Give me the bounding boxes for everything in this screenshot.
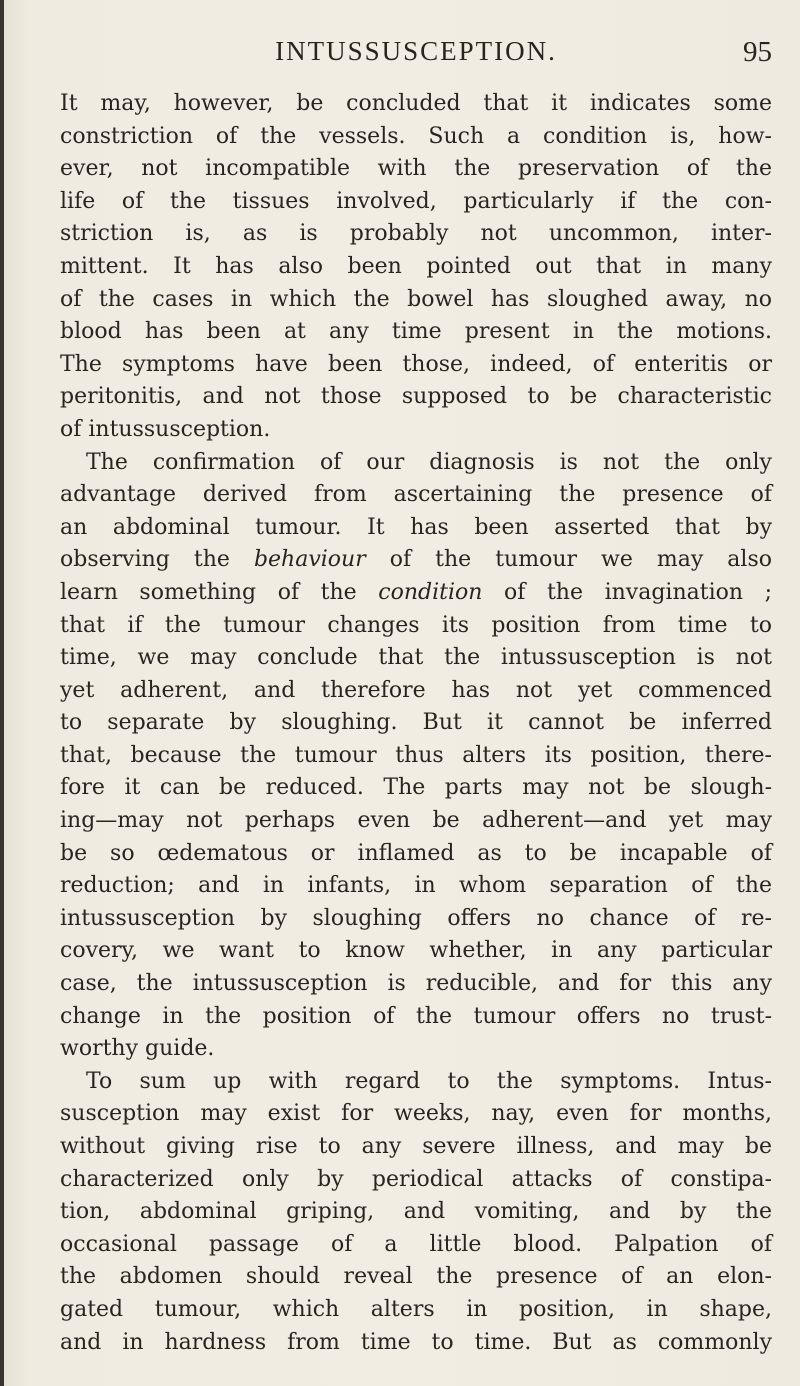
text-line: fore it can be reduced. The parts may not be slough- (60, 775, 772, 801)
text-line: It may, however, be concluded that it indicates some (60, 91, 772, 116)
text-line: susception may exist for weeks, nay, even for months, (60, 1101, 772, 1127)
text-line: reduction; and in infants, in whom separation of the (60, 873, 772, 899)
text-line: be so œdematous or inflamed as to be incapable of (60, 840, 772, 866)
text-line: gated tumour, which alters in position, in shape, (60, 1296, 772, 1322)
text-line: constriction of the vessels. Such a condition is, how- (60, 123, 772, 149)
text-line: worthy guide. (60, 1036, 215, 1062)
running-title: INTUSSUSCEPTION. (275, 36, 557, 66)
page-header (60, 36, 772, 76)
text-line: an abdominal tumour. It has been asserted that by (60, 514, 772, 540)
binding-edge (0, 0, 4, 1386)
text-line: of the cases in which the bowel has sloughed away, no (60, 286, 772, 312)
text-line: case, the intussusception is reducible, and for this any (60, 971, 772, 997)
text-line: time, we may conclude that the intussusception is not (60, 645, 772, 671)
page-number: 95 (743, 36, 772, 68)
text-line: and in hardness from time to time. But as commonly (60, 1329, 772, 1355)
text-line: to separate by sloughing. But it cannot be inferred (60, 710, 772, 736)
text-line: ever, not incompatible with the preservation of the (60, 156, 772, 182)
text-line: advantage derived from ascertaining the presence of (60, 482, 772, 508)
text-line: The confirmation of our diagnosis is not the only (86, 449, 772, 475)
text-line: of intussusception. (60, 416, 271, 442)
text-line: blood has been at any time present in the motions. (60, 319, 772, 345)
text-line: occasional passage of a little blood. Palpation of (60, 1231, 772, 1257)
text-line: yet adherent, and therefore has not yet commenced (60, 677, 772, 703)
body-text (60, 88, 772, 1359)
text-line: intussusception by sloughing offers no chance of re- (60, 905, 772, 931)
text-line: peritonitis, and not those supposed to be characteristic (60, 384, 772, 410)
text-line: that if the tumour changes its position from time to (60, 612, 772, 638)
text-line: life of the tissues involved, particularly if the con- (60, 188, 772, 214)
text-line: that, because the tumour thus alters its position, there- (60, 742, 772, 768)
text-line: learn something of the condition of the invagination ; (60, 579, 772, 605)
text-line: covery, we want to know whether, in any particular (60, 938, 772, 964)
text-line: ing—may not perhaps even be adherent—and yet may (60, 808, 772, 834)
text-line: mittent. It has also been pointed out that in many (60, 253, 772, 279)
text-line: without giving rise to any severe illness, and may be (60, 1134, 772, 1159)
text-line: The symptoms have been those, indeed, of enteritis or (60, 351, 772, 377)
text-line: the abdomen should reveal the presence of an elon- (60, 1264, 772, 1290)
text-line: change in the position of the tumour offers no trust- (60, 1003, 772, 1029)
text-line: To sum up with regard to the symptoms. Intus- (86, 1068, 772, 1094)
text-line: observing the behaviour of the tumour we may also (60, 547, 772, 573)
text-line: tion, abdominal griping, and vomiting, and by the (60, 1199, 772, 1225)
text-line: striction is, as is probably not uncommon, inter- (60, 221, 772, 247)
text-line: characterized only by periodical attacks of constipa- (60, 1166, 772, 1192)
